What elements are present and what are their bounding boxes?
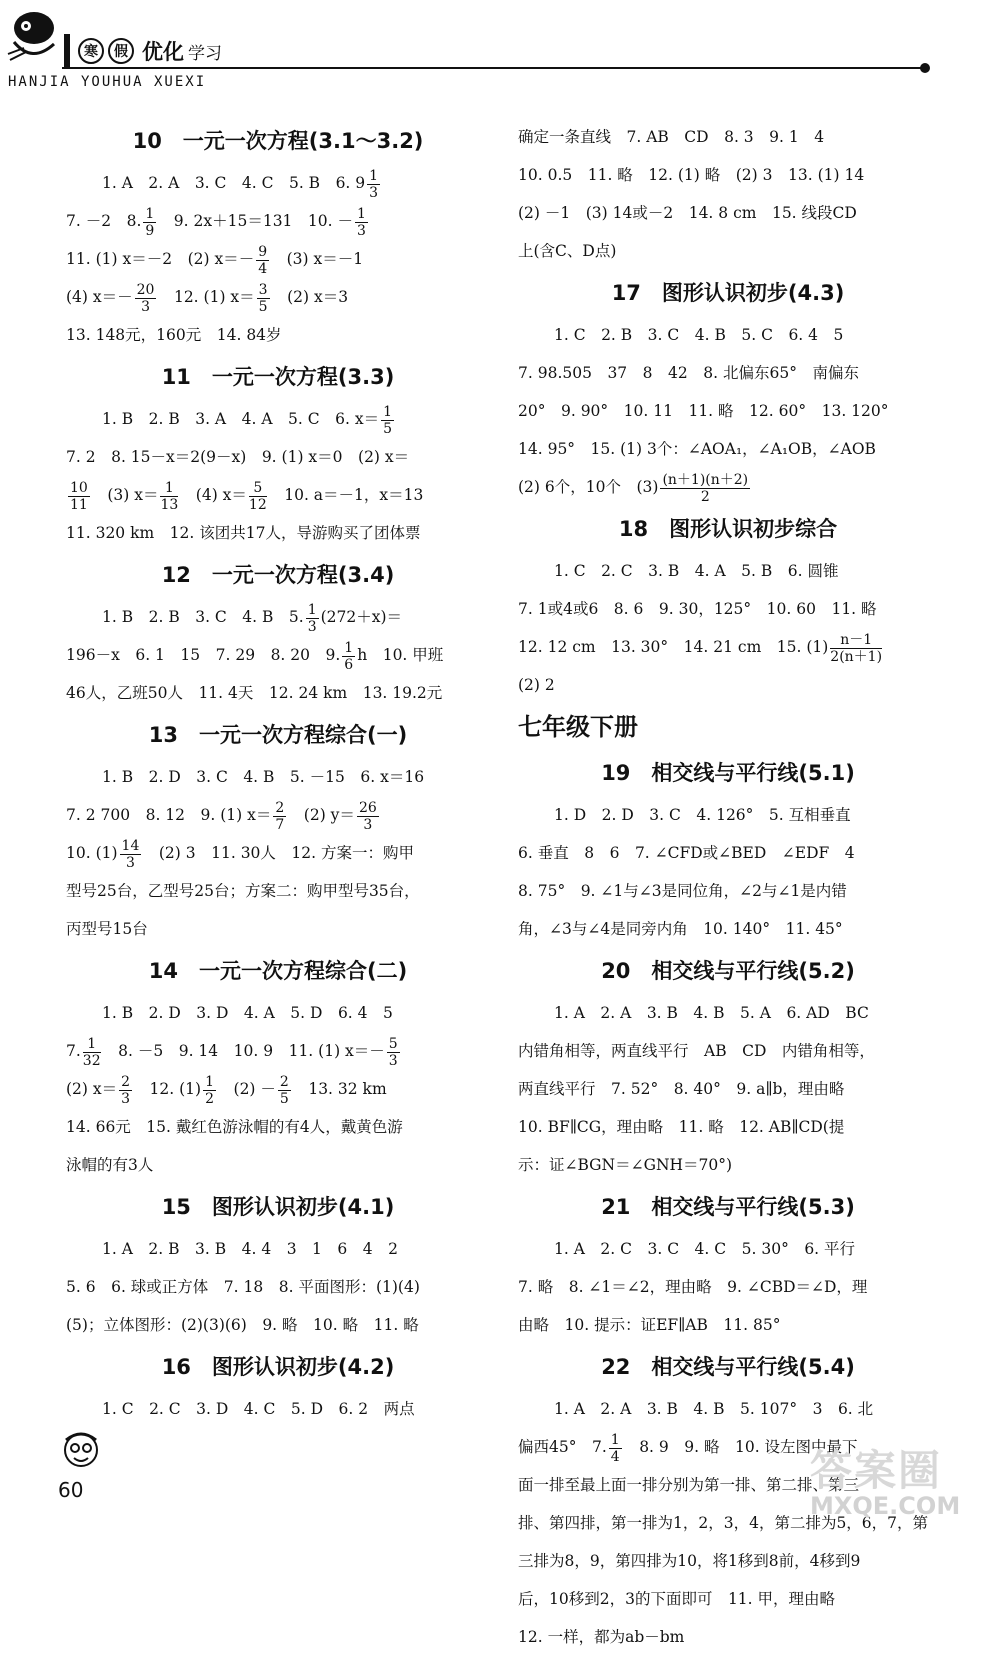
watermark: [810, 1438, 960, 1520]
fraction: [120, 838, 142, 871]
answer-line: [66, 910, 490, 948]
answer-text: 1. A 2. B 3. B 4. 4 3 1 6 4 2: [102, 1240, 399, 1258]
page-header: [0, 0, 1000, 100]
answer-line: [518, 1230, 938, 1268]
answer-text: 10. a＝－1，x＝13: [268, 486, 424, 504]
fraction-numerator: 10: [70, 479, 88, 496]
answer-text: 确定一条直线 7. AB CD 8. 3 9. 1 4: [518, 128, 825, 146]
section-heading: [518, 506, 938, 552]
answer-text: 内错角相等，两直线平行 AB CD 内错角相等，: [518, 1042, 875, 1060]
fraction: [249, 480, 267, 513]
answer-line: [66, 872, 490, 910]
answer-text: 15 图形认识初步(4.1): [161, 1195, 395, 1219]
answer-line: [518, 1618, 938, 1656]
answer-text: 8. 75° 9. ∠1与∠3是同位角，∠2与∠1是内错: [518, 882, 847, 900]
answer-line: [66, 476, 490, 514]
answer-text: 7.: [66, 1042, 81, 1060]
fraction-numerator: 20: [136, 281, 155, 298]
fraction-numerator: 1: [610, 1431, 620, 1448]
answer-text: (2) －1 (3) 14或－2 14. 8 cm 15. 线段CD: [518, 204, 857, 222]
section-heading: [66, 712, 490, 758]
fraction-denominator: 3: [388, 1052, 398, 1069]
fraction: [342, 640, 355, 673]
answer-text: 11. 320 km 12. 该团共17人，导游购买了团体票: [66, 524, 421, 542]
answer-text: 由略 10. 提示：证EF∥AB 11. 85°: [518, 1316, 781, 1334]
answer-text: 后，10移到2，3的下面即可 11. 甲，理由略: [518, 1590, 836, 1608]
section-heading: [66, 354, 490, 400]
answer-line: [66, 1230, 490, 1268]
section-heading: [66, 552, 490, 598]
mascot-footer-icon: [58, 1428, 104, 1474]
fraction-denominator: 32: [82, 1052, 101, 1069]
fraction: [135, 282, 157, 315]
fraction: [256, 244, 269, 277]
answer-text: (272＋x)＝: [320, 608, 403, 626]
brand-title: [64, 34, 222, 68]
answer-line: [518, 232, 938, 270]
fraction: [387, 1036, 400, 1069]
answer-line: [518, 1032, 938, 1070]
answer-line: [518, 194, 938, 232]
answer-line: [518, 590, 938, 628]
fraction: [355, 206, 368, 239]
fraction-denominator: 2: [700, 488, 710, 505]
fraction: [381, 404, 394, 437]
answer-text: 16 图形认识初步(4.2): [161, 1355, 395, 1379]
answer-text: 13. 32 km: [292, 1080, 387, 1098]
answer-text: (4) x＝: [180, 486, 247, 504]
section-heading: [518, 948, 938, 994]
fraction-denominator: 7: [275, 816, 285, 833]
answer-line: [66, 1146, 490, 1184]
answer-line: [518, 834, 938, 872]
answer-line: [66, 674, 490, 712]
fraction: [68, 480, 90, 513]
answer-text: 1. C 2. C 3. B 4. A 5. B 6. 圆锥: [554, 562, 839, 580]
fraction-denominator: 13: [160, 496, 179, 513]
answer-text: 21 相交线与平行线(5.3): [601, 1195, 855, 1219]
section-heading: [518, 750, 938, 796]
answer-line: [518, 910, 938, 948]
answer-text: (2) y＝: [288, 806, 355, 824]
answer-line: [518, 1070, 938, 1108]
answer-line: [66, 400, 490, 438]
answer-text: h 10. 甲班: [357, 646, 444, 664]
fraction: [306, 602, 319, 635]
fraction: [257, 282, 270, 315]
fraction-numerator: 1: [307, 601, 317, 618]
answer-text: 11 一元一次方程(3.3): [161, 365, 395, 389]
answer-text: 1. C 2. B 3. C 4. B 5. C 6. 4 5: [554, 326, 844, 344]
answer-text: 排、第四排，第一排为1，2，3，4，第二排为5，6，7，第: [518, 1514, 929, 1532]
answer-line: [66, 1306, 490, 1344]
fraction: [367, 168, 380, 201]
answer-line: [518, 316, 938, 354]
answer-text: 11. (1) x＝－2 (2) x＝－: [66, 250, 255, 268]
section-heading: [518, 1344, 938, 1390]
answer-line: [66, 316, 490, 354]
section-heading: [518, 1184, 938, 1230]
brand-sub-text: 学习: [188, 43, 222, 64]
answer-line: [518, 1146, 938, 1184]
answer-line: [66, 598, 490, 636]
answer-line: [518, 628, 938, 666]
section-heading: [66, 1184, 490, 1230]
fraction: [203, 1074, 216, 1107]
answer-text: 10. BF∥CG，理由略 11. 略 12. AB∥CD(提: [518, 1118, 845, 1136]
fraction-denominator: 4: [258, 260, 268, 277]
answer-text: 12 一元一次方程(3.4): [161, 563, 395, 587]
answer-text: (2) x＝3: [271, 288, 349, 306]
answer-text: 18 图形认识初步综合: [618, 517, 838, 541]
part-heading: [518, 704, 938, 750]
page-number: 60: [58, 1478, 84, 1502]
answer-column-left: [66, 118, 490, 1428]
answer-text: 13 一元一次方程综合(一): [148, 723, 408, 747]
answer-text: 22 相交线与平行线(5.4): [601, 1355, 855, 1379]
answer-text: 20 相交线与平行线(5.2): [601, 959, 855, 983]
brand-bar: [64, 34, 70, 68]
fraction-numerator: 1: [160, 480, 178, 497]
answer-line: [66, 240, 490, 278]
fraction-denominator: 11: [70, 496, 88, 513]
fraction-denominator: 5: [279, 1090, 289, 1107]
watermark-url: MXQE.COM: [810, 1492, 961, 1520]
answer-text: 1. B 2. D 3. D 4. A 5. D 6. 4 5: [102, 1004, 393, 1022]
fraction-denominator: 3: [141, 298, 150, 315]
fraction: [660, 472, 750, 505]
answer-text: 1. A 2. C 3. C 4. C 5. 30° 6. 平行: [554, 1240, 856, 1258]
fraction-denominator: 3: [369, 184, 379, 201]
answer-line: [66, 1070, 490, 1108]
fraction-denominator: 12: [248, 496, 267, 513]
answer-text: 10. (1): [66, 844, 118, 862]
fraction-numerator: 1: [357, 205, 366, 222]
answer-text: 1. B 2. B 3. A 4. A 5. C 6. x＝: [102, 410, 380, 428]
answer-text: 5. 6 6. 球或正方体 7. 18 8. 平面图形：(1)(4): [66, 1278, 420, 1296]
fraction-denominator: 3: [126, 854, 135, 871]
answer-text: (2) x＝: [66, 1080, 118, 1098]
answer-text: 10 一元一次方程(3.1～3.2): [132, 129, 424, 153]
answer-text: 14. 95° 15. (1) 3个：∠AOA₁，∠A₁OB，∠AOB: [518, 440, 876, 458]
fraction: [83, 1036, 101, 1069]
fraction-denominator: 3: [307, 618, 317, 635]
fraction: [143, 206, 156, 239]
answer-text: 17 图形认识初步(4.3): [611, 281, 845, 305]
fraction-denominator: 4: [610, 1448, 620, 1465]
answer-line: [66, 278, 490, 316]
section-heading: [518, 270, 938, 316]
brand-char-circle: 假: [108, 38, 134, 64]
answer-text: 丙型号15台: [66, 920, 148, 938]
fraction-denominator: 2: [205, 1090, 215, 1107]
brand-main-text: 优化: [142, 39, 184, 64]
answer-line: [518, 994, 938, 1032]
answer-text: 10. 0.5 11. 略 12. (1) 略 (2) 3 13. (1) 14: [518, 166, 865, 184]
answer-text: 1. C 2. C 3. D 4. C 5. D 6. 2 两点: [102, 1400, 415, 1418]
answer-line: [66, 1390, 490, 1428]
fraction: [119, 1074, 132, 1107]
fraction: [609, 1432, 622, 1465]
answer-line: [66, 1268, 490, 1306]
answer-line: [66, 514, 490, 552]
answer-line: [518, 1580, 938, 1618]
fraction: [160, 480, 178, 513]
answer-text: (3) x＝: [91, 486, 159, 504]
fraction-numerator: 1: [83, 1036, 101, 1053]
answer-line: [518, 156, 938, 194]
fraction-numerator: 5: [388, 1035, 398, 1052]
answer-text: 面一排至最上面一排分别为第一排、第二排、第三: [518, 1476, 860, 1494]
fraction-denominator: 9: [145, 222, 155, 239]
answer-line: [518, 1306, 938, 1344]
fraction-denominator: 6: [344, 656, 354, 673]
fraction-denominator: 3: [121, 1090, 131, 1107]
answer-line: [518, 468, 938, 506]
section-heading: [66, 1344, 490, 1390]
answer-text: 型号25台，乙型号25台；方案二：购甲型号35台，: [66, 882, 420, 900]
brand-char-circle: 寒: [78, 38, 104, 64]
answer-text: 7. 2 8. 15－x＝2(9－x) 9. (1) x＝0 (2) x＝: [66, 448, 410, 466]
fraction-numerator: 1: [344, 639, 354, 656]
fraction-numerator: (n＋1)(n＋2): [662, 471, 749, 488]
answer-text: (2) 3 11. 30人 12. 方案一：购甲: [143, 844, 414, 862]
answer-text: 1. D 2. D 3. C 4. 126° 5. 互相垂直: [554, 806, 851, 824]
fraction-numerator: 2: [275, 799, 285, 816]
fraction-denominator: 3: [363, 816, 373, 833]
answer-text: (2) 6个，10个 (3): [518, 478, 659, 496]
answer-text: 13. 148元，160元 14. 84岁: [66, 326, 282, 344]
answer-text: (5)；立体图形：(2)(3)(6) 9. 略 10. 略 11. 略: [66, 1316, 419, 1334]
answer-text: 14. 66元 15. 戴红色游泳帽的有4人，戴黄色游: [66, 1118, 403, 1136]
header-rule: [62, 67, 922, 69]
answer-text: 七年级下册: [518, 713, 638, 741]
answer-text: 19 相交线与平行线(5.1): [601, 761, 855, 785]
answer-text: 7. 1或4或6 8. 6 9. 30，125° 10. 60 11. 略: [518, 600, 877, 618]
answer-text: (2) 2: [518, 676, 555, 694]
answer-line: [518, 796, 938, 834]
fraction: [357, 800, 379, 833]
answer-line: [518, 666, 938, 704]
watermark-title: 答案圈: [810, 1446, 943, 1495]
answer-text: 8. 9 9. 略 10. 设左图中最下: [623, 1438, 858, 1456]
fraction-numerator: n－1: [830, 632, 882, 649]
answer-line: [518, 1268, 938, 1306]
fraction-numerator: 14: [121, 837, 140, 854]
answer-line: [518, 118, 938, 156]
answer-text: 两直线平行 7. 52° 8. 40° 9. a∥b，理由略: [518, 1080, 845, 1098]
answer-text: 6. 垂直 8 6 7. ∠CFD或∠BED ∠EDF 4: [518, 844, 855, 862]
fraction-numerator: 1: [145, 205, 155, 222]
section-heading: [66, 118, 490, 164]
fraction-denominator: 3: [357, 222, 366, 239]
mascot-logo-icon: [4, 4, 60, 66]
answer-text: 12. (1) x＝: [158, 288, 255, 306]
answer-line: [518, 872, 938, 910]
brand-pinyin: HANJIA YOUHUA XUEXI: [8, 74, 207, 90]
answer-text: 12. (1): [134, 1080, 202, 1098]
answer-text: 泳帽的有3人: [66, 1156, 154, 1174]
answer-text: 14 一元一次方程综合(二): [148, 959, 408, 983]
answer-line: [518, 1108, 938, 1146]
fraction: [278, 1074, 291, 1107]
answer-line: [66, 438, 490, 476]
fraction-numerator: 1: [383, 403, 392, 420]
section-heading: [66, 948, 490, 994]
answer-line: [66, 758, 490, 796]
answer-text: 8. －5 9. 14 10. 9 11. (1) x＝－: [102, 1042, 385, 1060]
answer-line: [518, 430, 938, 468]
fraction-denominator: 2(n＋1): [830, 648, 883, 665]
answer-text: 示：证∠BGN＝∠GNH＝70°): [518, 1156, 733, 1174]
answer-line: [518, 354, 938, 392]
answer-text: (3) x＝－1: [271, 250, 364, 268]
answer-text: 偏西45° 7.: [518, 1438, 607, 1456]
answer-text: (4) x＝－: [66, 288, 133, 306]
answer-line: [66, 1108, 490, 1146]
answer-text: 196－x 6. 1 15 7. 29 8. 20 9.: [66, 646, 341, 664]
answer-text: 1. A 2. A 3. B 4. B 5. A 6. AD BC: [554, 1004, 869, 1022]
answer-text: 1. A 2. A 3. C 4. C 5. B 6. 9: [102, 174, 366, 192]
answer-text: 46人，乙班50人 11. 4天 12. 24 km 13. 19.2元: [66, 684, 443, 702]
answer-line: [518, 392, 938, 430]
answer-line: [66, 796, 490, 834]
fraction: [830, 632, 882, 665]
answer-line: [66, 202, 490, 240]
answer-line: [66, 164, 490, 202]
answer-line: [66, 1032, 490, 1070]
fraction-numerator: 3: [258, 281, 268, 298]
answer-line: [66, 834, 490, 872]
fraction-numerator: 2: [121, 1073, 131, 1090]
answer-text: 角，∠3与∠4是同旁内角 10. 140° 11. 45°: [518, 920, 843, 938]
fraction-denominator: 5: [383, 420, 392, 437]
answer-line: [518, 1390, 938, 1428]
fraction-numerator: 9: [258, 243, 268, 260]
answer-text: (2) －: [218, 1080, 276, 1098]
fraction-numerator: 2: [279, 1073, 289, 1090]
fraction-numerator: 1: [369, 167, 379, 184]
answer-text: 7. 略 8. ∠1＝∠2，理由略 9. ∠CBD＝∠D，理: [518, 1278, 868, 1296]
answer-text: 7. 98.505 37 8 42 8. 北偏东65° 南偏东: [518, 364, 859, 382]
fraction-numerator: 5: [249, 480, 267, 497]
header-rule-dot: [920, 63, 930, 73]
answer-column-right: [518, 118, 938, 1656]
fraction-numerator: 26: [358, 799, 377, 816]
answer-text: 12. 12 cm 13. 30° 14. 21 cm 15. (1): [518, 638, 829, 656]
answer-text: 1. B 2. D 3. C 4. B 5. －15 6. x＝16: [102, 768, 425, 786]
answer-text: 三排为8，9，第四排为10，将1移到8前，4移到9: [518, 1552, 861, 1570]
answer-text: 20° 9. 90° 10. 11 11. 略 12. 60° 13. 120°: [518, 402, 889, 420]
answer-line: [518, 1542, 938, 1580]
answer-line: [518, 552, 938, 590]
fraction-denominator: 5: [258, 298, 268, 315]
answer-text: 1. B 2. B 3. C 4. B 5.: [102, 608, 304, 626]
answer-text: 1. A 2. A 3. B 4. B 5. 107° 3 6. 北: [554, 1400, 874, 1418]
fraction-numerator: 1: [205, 1073, 215, 1090]
fraction: [273, 800, 286, 833]
answer-text: 7. 2 700 8. 12 9. (1) x＝: [66, 806, 272, 824]
answer-text: 9. 2x＋15＝131 10. －: [158, 212, 354, 230]
answer-line: [66, 636, 490, 674]
answer-text: 7. －2 8.: [66, 212, 142, 230]
answer-text: 上(含C、D点): [518, 242, 617, 260]
answer-text: 12. 一样，都为ab－bm: [518, 1628, 685, 1646]
answer-line: [66, 994, 490, 1032]
